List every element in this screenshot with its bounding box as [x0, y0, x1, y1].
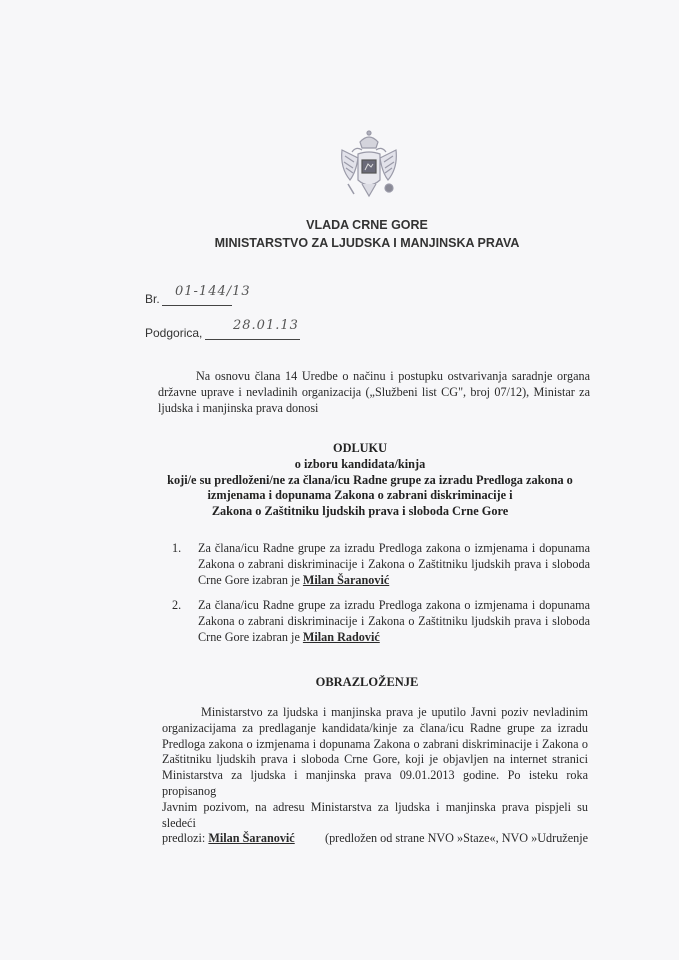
decision-subtitle: koji/e su predloženi/ne za člana/icu Radne grupe za izradu Predloga zakona o [167, 472, 573, 487]
list-line [198, 573, 590, 589]
decision-heading: ODLUKU [333, 441, 387, 455]
decision-subtitle: o izboru kandidata/kinja [294, 456, 426, 471]
list-line: Zakona o zabrani diskriminacije i Zakona o Zaštitniku ljudskih prava i sloboda [198, 556, 590, 571]
list-number: 1. [172, 541, 182, 555]
reference-number-underline [162, 305, 232, 306]
candidate-name: Milan Šaranović [208, 831, 295, 846]
place-date [145, 318, 299, 340]
list-line: Za člana/icu Radne grupe za izradu Predloga zakona o izmjenama i dopunama [198, 541, 590, 555]
rationale-title: OBRAZLOŽENJE [315, 675, 419, 689]
decision-subtitle: Zakona o Zaštitniku ljudskih prava i sloboda Crne Gore [211, 504, 509, 519]
preamble-line: ljudska i manjinska prava donosi [158, 400, 319, 415]
decision-title [150, 441, 573, 520]
rationale-line: Zaštitniku ljudskih prava i sloboda Crne Gore, koji je objavljen na internet stranici [162, 752, 588, 767]
list-line: Zakona o zabrani diskriminacije i Zakona o Zaštitniku ljudskih prava i sloboda [198, 613, 590, 628]
rationale-line [162, 831, 588, 847]
rationale-line-suffix: (predložen od strane NVO »Staze«, NVO »Udruženje [325, 831, 588, 846]
list-text [198, 541, 590, 588]
reference-number-value: 01-144/13 [175, 284, 251, 299]
reference-number [145, 284, 251, 306]
rationale-line-prefix: predlozi: [162, 831, 209, 846]
place-label: Podgorica, [145, 326, 203, 340]
list-number: 2. [172, 598, 182, 612]
government-name: VLADA CRNE GORE [306, 218, 428, 232]
list-line: Za člana/icu Radne grupe za izradu Predloga zakona o izmjenama i dopunama [198, 598, 590, 612]
list-text [198, 598, 590, 645]
list-line-prefix: Crne Gore izabran je [198, 572, 303, 587]
montenegro-coat-of-arms-icon [338, 128, 400, 204]
preamble-line: Na osnovu člana 14 Uredbe o načinu i postupku ostvarivanja saradnje organa [196, 369, 590, 383]
list-line-prefix: Crne Gore izabran je [198, 629, 303, 644]
rationale-line: organizacijama za predlaganje kandidata/kinje za člana/icu Radne grupe za izradu [162, 720, 588, 735]
rationale-line: Predloga zakona o izmjenama i dopunama Zakona o zabrani diskriminacije i Zakona o [162, 736, 588, 751]
preamble-paragraph [158, 369, 590, 416]
preamble-line: državne uprave i nevladinih organizacija („Službeni list CG", broj 07/12), Ministar za [158, 384, 590, 399]
date-value: 28.01.13 [233, 318, 299, 333]
decision-subtitle: izmjenama i dopunama Zakona o zabrani diskriminacije i [207, 488, 513, 503]
candidate-name: Milan Šaranović [302, 572, 390, 587]
rationale-paragraph [162, 705, 588, 847]
ministry-name: MINISTARSTVO ZA LJUDSKA I MANJINSKA PRAVA [214, 236, 520, 250]
reference-number-label: Br. [145, 292, 160, 306]
rationale-line: Javnim pozivom, na adresu Ministarstva za ljudska i manjinska prava pispjeli su sledeći [162, 799, 588, 830]
date-underline [205, 339, 300, 340]
list-line [198, 630, 590, 646]
rationale-line: Ministarstvo za ljudska i manjinska prava je uputilo Javni poziv nevladinim [201, 705, 588, 719]
rationale-line: Ministarstva za ljudska i manjinska prava 09.01.2013 godine. Po isteku roka propisanog [162, 768, 588, 798]
candidate-name: Milan Radović [302, 629, 380, 644]
